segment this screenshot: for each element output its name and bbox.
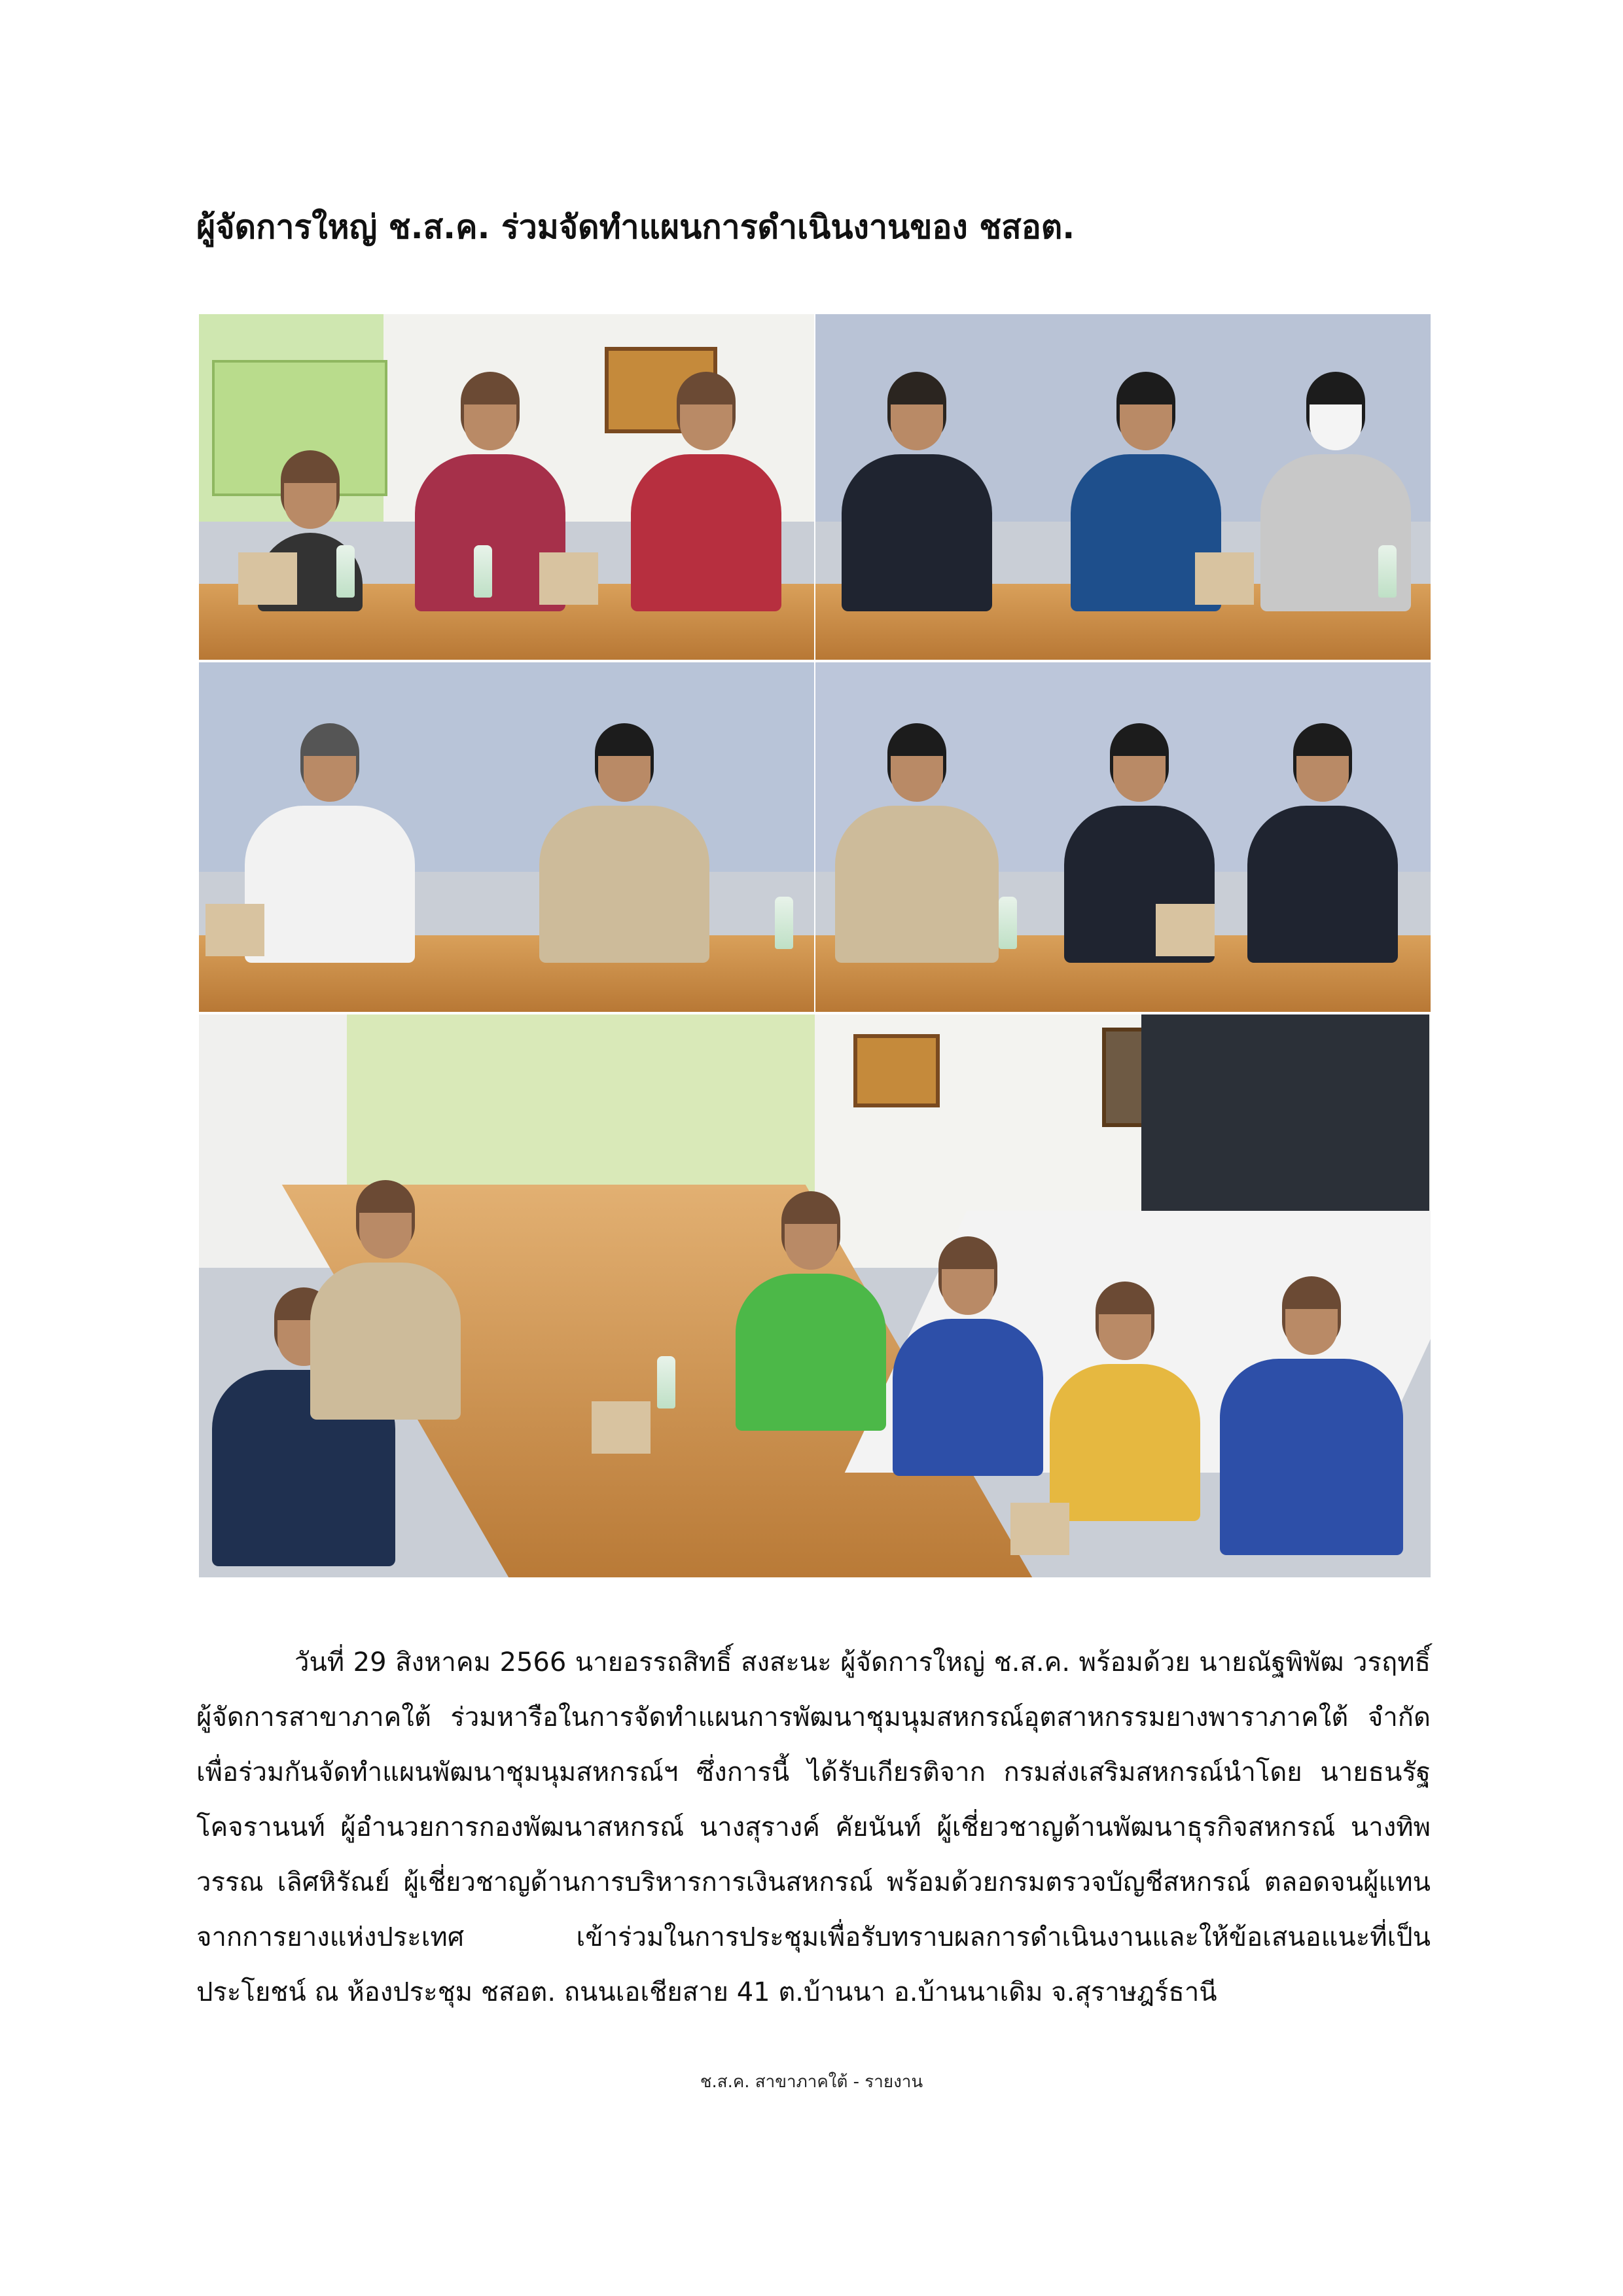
page-title: ผู้จัดการใหญ่ ช.ส.ค. ร่วมจัดทำแผนการดำเนินงานของ ชสอต.	[196, 208, 1075, 246]
meeting-photo-2	[815, 314, 1431, 660]
meeting-photo-5	[199, 1014, 1431, 1577]
page-footer: ช.ส.ค. สาขาภาคใต้ - รายงาน	[700, 2072, 923, 2092]
meeting-photo-3	[199, 662, 814, 1012]
meeting-photo-4	[815, 662, 1431, 1012]
article-paragraph: วันที่ 29 สิงหาคม 2566 นายอรรถสิทธิ์ สงสะนะ ผู้จัดการใหญ่ ช.ส.ค. พร้อมด้วย นายณัฐพิพัฒ วรฤทธิ์ ผู้จัดการสาขาภาคใต้ ร่วมหารือในการจัดทำแผนการพัฒนาชุมนุมสหกรณ์อุตสาหกรรมยางพาราภาคใต้ จำกัด เพื่อร่วมกันจัดทำแผนพัฒนาชุมนุมสหกรณ์ฯ ซึ่งการนี้ ได้รับเกียรติจาก กรมส่งเสริมสหกรณ์นำโดย นายธนรัฐ โคจรานนท์ ผู้อำนวยการกองพัฒนาสหกรณ์ นางสุรางค์ คัยนันท์ ผู้เชี่ยวชาญด้านพัฒนาธุรกิจสหกรณ์ นางทิพวรรณ เลิศหิรัณย์ ผู้เชี่ยวชาญด้านการบริหารการเงินสหกรณ์ พร้อมด้วยกรมตรวจบัญชีสหกรณ์ ตลอดจนผู้แทนจากการยางแห่งประเทศ เข้าร่วมในการประชุมเพื่อรับทราบผลการดำเนินงานและให้ข้อเสนอแนะที่เป็นประโยชน์ ณ ห้องประชุม ชสอต. ถนนเอเชียสาย 41 ต.บ้านนา อ.บ้านนาเดิม จ.สุราษฎร์ธานี	[196, 1647, 1431, 2007]
meeting-photo-1	[199, 314, 814, 660]
article-body	[196, 1635, 1431, 2020]
